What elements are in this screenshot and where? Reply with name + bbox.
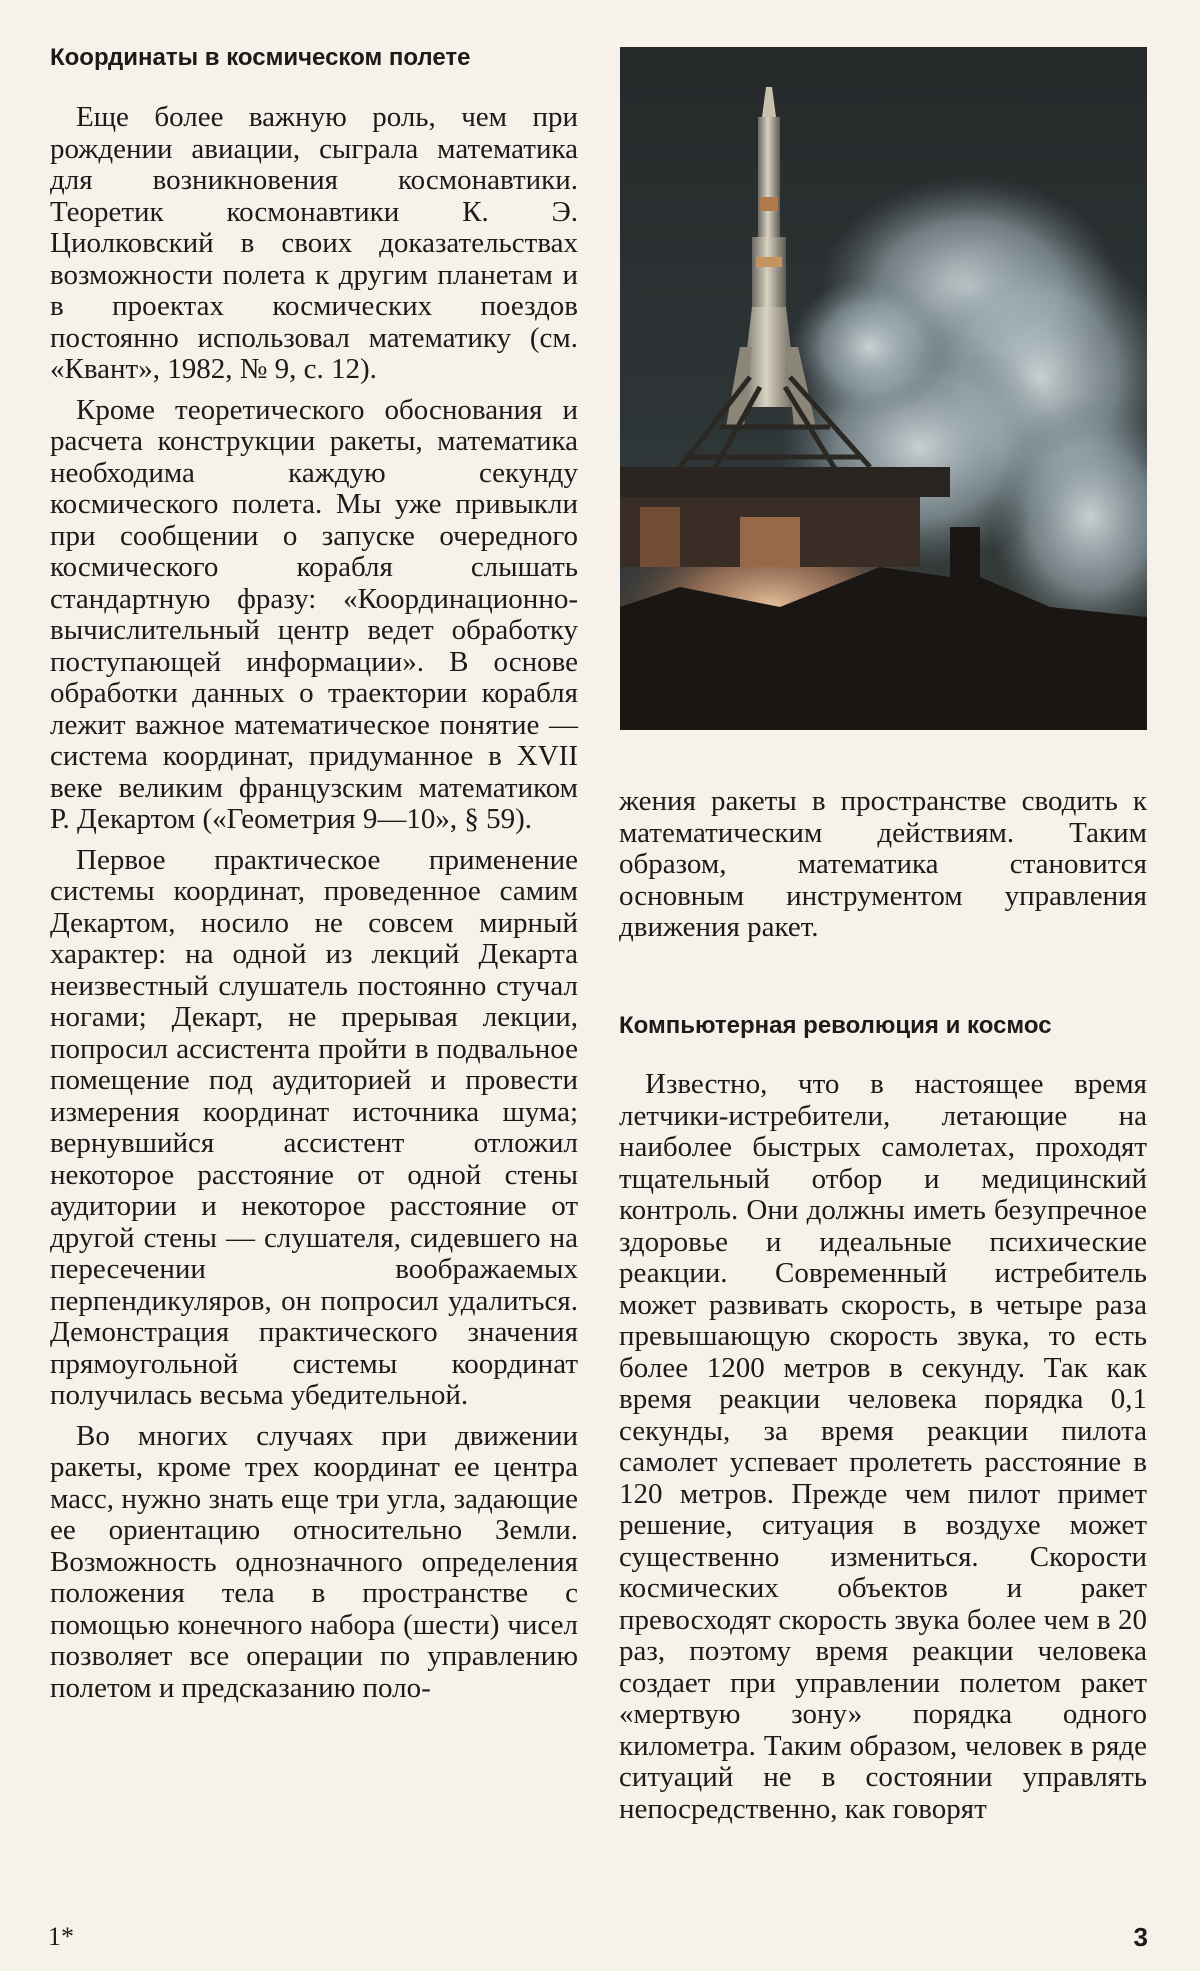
paragraph: Кроме теоретического обоснования и расчета конструкции ракеты, математика необходима каждую секунду космического полета. Мы уже привыкли при сообщении о запуске очередного космического корабля слышать стандартную фразу: «Координационно-вычислительный центр ведет обработку поступающей информации». В основе обработки данных о траектории корабля лежит важное математическое понятие — система координат, придуманное в XVII веке великим французским математиком Р. Декартом («Геометрия 9—10», § 59). — [50, 393, 578, 835]
paragraph: Известно, что в настоящее время летчики-истребители, летающие на наиболее быстрых самолетах, проходят тщательный отбор и медицинский контроль. Они должны иметь безупречное здоровье и идеальные психические реакции. Современный истребитель может развивать скорость, в четыре раза превышающую скорость звука, то есть более 1200 метров в секунду. Так как время реакции человека порядка 0,1 секунды, за время реакции пилота самолет успевает пролететь расстояние в 120 метров. Прежде чем пилот примет решение, ситуация в воздухе может существенно измениться. Скорости космических объектов и ракет превосходят скорость звука более чем в 20 раз, поэтому время реакции человека создает при управлении полетом ракет «мертвую зону» порядка одного километра. Таким образом, человек в ряде ситуаций не в состоянии управлять непосредственно, как говорят — [619, 1068, 1147, 1825]
section-heading-computer-revolution: Компьютерная революция и космос — [619, 1012, 1052, 1039]
paragraph: Во многих случаях при движении ракеты, кроме трех координат ее центра масс, нужно знать еще три угла, задающие ее ориентацию относительно Земли. Возможность однозначного определения положения тела в пространстве с помощью конечного набора (шести) чисел позволяет все операции по управлению полетом и предсказанию поло- — [50, 1419, 578, 1704]
section-heading-coordinates: Координаты в космическом полете — [50, 44, 471, 71]
left-column — [50, 44, 578, 1704]
paragraph: Еще более важную роль, чем при рождении авиации, сыграла математика для возникновения космонавтики. Теоретик космонавтики К. Э. Циолковский в своих доказательствах возможности полета к другим планетам и в проектах космических поездов постоянно использовал математику (см. «Квант», 1982, № 9, с. 12). — [50, 101, 578, 385]
rocket-launch-photo — [620, 47, 1147, 730]
page-number: 3 — [1133, 1922, 1148, 1952]
printer-signature: 1* — [48, 1922, 74, 1951]
rocket-launch-illustration — [620, 47, 1147, 730]
right-column-section2 — [619, 1012, 1147, 1825]
right-column-continuation — [619, 786, 1147, 944]
paragraph: Первое практическое применение системы координат, проведенное самим Декартом, носило не совсем мирный характер: на одной из лекций Декарта неизвестный слушатель постоянно стучал ногами; Декарт, не прерывая лекции, попросил ассистента пройти в подвальное помещение под аудиторией и провести измерения координат источника шума; вернувшийся ассистент отложил некоторое расстояние от одной стены аудитории и некоторое расстояние от другой стены — слушателя, сидевшего на пересечении воображаемых перпендикуляров, он попросил удалиться. Демонстрация практического значения прямоугольной системы координат получилась весьма убедительной. — [50, 843, 578, 1411]
paragraph-continuation: жения ракеты в пространстве сводить к математическим действиям. Таким образом, математика становится основным инструментом управления движения ракет. — [619, 785, 1147, 943]
